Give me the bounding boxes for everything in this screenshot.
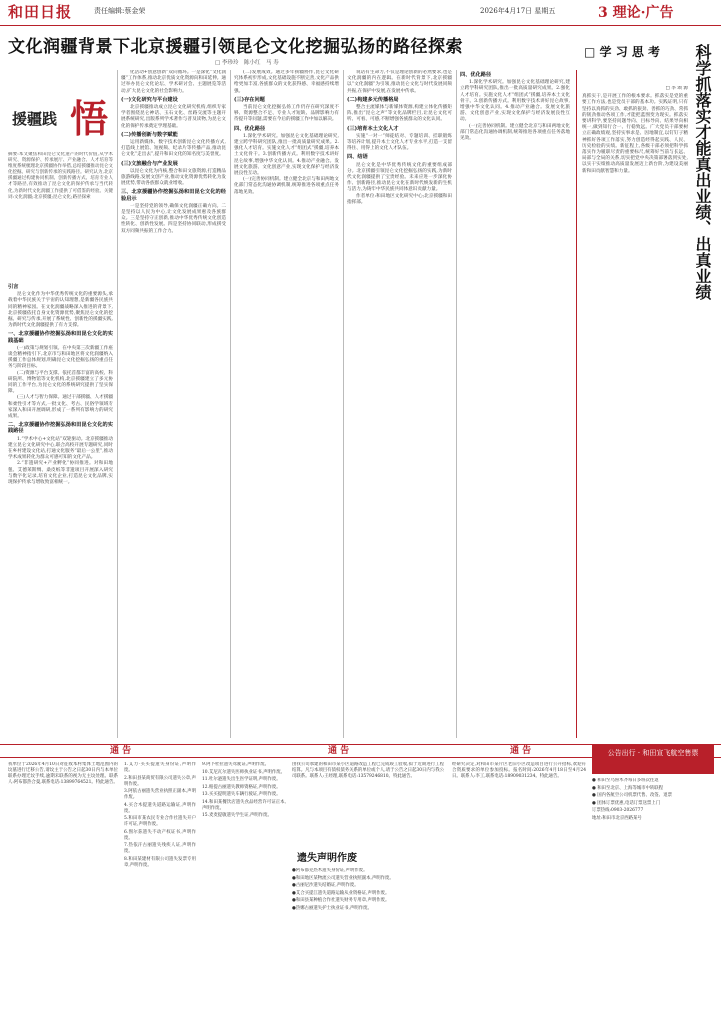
section-heading: 四、优化路径 (234, 125, 266, 132)
list-item: ● 和田至乌鲁木齐每日多班次往返 (592, 778, 659, 783)
paragraph: 北京援疆推动成立昆仑文化研究机构,组织专家学者围绕昆仑神话、玉石文化、丝路交流等主题开展系统研究,出版系列学术著作与普及读物,为昆仑文化的保护传承奠定学理基础。 (121, 105, 226, 129)
list-item: 订票热线:0903-2026777 (592, 808, 644, 813)
list-item: 1.艾力·买买提遗失身份证,声明作废。 (124, 762, 196, 773)
column-divider (456, 70, 457, 738)
list-item: ●古丽尼沙遗失结婚证,声明作废。 (292, 883, 359, 888)
section-heading: 四、结语 (347, 154, 368, 161)
section-heading: 三、北京援疆协作挖掘弘扬和田昆仑文化的经验启示 (121, 189, 226, 202)
paragraph: (二)发展成效。通过多年援疆协作,昆仑文化研究体系初步形成,文化基础设施不断完善,文化产品供给更加丰富,各族群众的文化获得感、幸福感持续增强。 (234, 70, 339, 94)
list-item: 7.热依汗古丽遗失残疾人证,声明作废。 (124, 843, 196, 854)
list-item: 8.和田某建材有限公司遗失发票专用章,声明作废。 (124, 856, 196, 868)
paragraph: 1.深化学术研究。加强昆仑文化基础理论研究,建立跨学科研究团队,推出一批高质量研究成果。2.强化人才培育。实施文化人才“组团式”援疆,培养本土文化骨干。3.创新传播方式。利用数字技术讲好昆仑故事,增强中华文化认同。4.推动产业融合。发展文化旅游、文化创意产业,实现文化保护与经济发展良性互动。 (234, 133, 339, 177)
paragraph: (一)完善协同机制。建立健全北京与和田两地文化部门常态化沟通协调机制,统筹推进各项重点任务落地见效。 (234, 177, 339, 195)
paragraph: (三)人才与智力保障。通过干部援疆、人才援疆和柔性引才等方式,一批文化、考古、民俗学领域专家深入和田开展调研,形成了一系列有影响力的研究成果。 (8, 395, 113, 420)
paragraph: 说话有生命力,不仅是理论创新的必然要求,也是文化润疆的内在逻辑。在新时代背景下,北京援疆以“文化润疆”为引领,推动昆仑文化与时代发展同频共振,在保护中发展,在发展中传承。 (347, 70, 452, 94)
list-item: 5.和田市某农民专业合作社遗失开户许可证,声明作废。 (124, 816, 196, 827)
list-item: 11.吐尔逊遗失出生医学证明,声明作废。 (202, 777, 281, 782)
article-column-4 (347, 70, 452, 738)
lost-declarations (292, 868, 444, 1020)
left-notice: 我单位于2026年4月10日对征收本村集体土地范围内的坟墓进行迁移公告,请坟主于公告之日起30日内与本单位联系办理迁坟手续,逾期未联系的视为无主坟处理。联系人:阿布都热合曼,联系电话:13899764521。特此通告。 (8, 762, 118, 785)
section-heading: (三)存在问题 (234, 96, 265, 103)
list-item: ●和田地区某物流公司遗失营业执照副本,声明作废。 (292, 875, 394, 881)
paragraph: 以昆仑文化为内核,整合和田文旅资源,打造精品旅游线路,发展文创产业,推动文化资源优势转化为发展优势,带动各族群众就业增收。 (121, 168, 226, 187)
paragraph: 一是坚持党的领导,确保文化润疆正确方向。二是坚持以人民为中心,让文化发展成果惠及各族群众。三是坚持守正创新,推动中华优秀传统文化创造性转化、创新性发展。四是坚持协同联动,形成援受双方同频共振的工作合力。 (121, 203, 226, 234)
column-divider (343, 70, 344, 738)
list-item: 12.帕提古丽遗失教师资格证,声明作废。 (202, 784, 281, 790)
list-item: 14.和田某餐饮店遗失食品经营许可证正本,声明作废。 (202, 799, 286, 811)
paragraph: 化活动+创意创新”双向循环。一是深化“文化润疆”工作体系,推动北京优质文化资源向和田延伸。通过举办昆仑文化论坛、学术研讨会、主题展览等活动,扩大昆仑文化的社会影响力。 (121, 70, 226, 94)
essay-body (582, 86, 688, 736)
section-heading: (三)培育本土文化人才 (347, 125, 399, 132)
list-item: ●艾合买提江遗失道路运输从业资格证,声明作废。 (292, 890, 390, 896)
list-item: 6.图尔荪遗失不动产权证书,声明作废。 (124, 829, 196, 841)
article-headline: 文化润疆背景下北京援疆引领昆仑文化挖掘弘扬的路径探索 (8, 37, 463, 57)
paragraph: 作者单位:和田地区文化研究中心;北京援疆和田指挥部。 (347, 193, 452, 205)
paragraph: 2.“非遗研究+产业孵化”协同推进。对和田地毯、艾德莱斯绸、桑皮纸等非遗项目开展深入研究与数字化记录,培育文化企业,打造昆仑文化品牌,实现保护传承与增收致富相统一。 (8, 461, 113, 486)
essay-vertical-headline: 科学抓落实才能真出业绩、出真业绩 (693, 44, 712, 300)
section-heading: (二)传播创新与数字赋能 (121, 131, 178, 138)
paragraph: (一)政策与规划引领。在中央第三次新疆工作座谈会精神指引下,北京市与和田地区将文化润疆纳入援疆工作总体规划,明确昆仑文化挖掘弘扬的重点任务与阶段目标。 (8, 345, 113, 370)
list-item: ● 国内各航空公司机票代售、改签、退票 (592, 793, 672, 798)
column-divider (230, 70, 231, 738)
ad-section-label: 通 告 (110, 746, 132, 756)
airline-ad-header: 公告出行 · 和田宣飞航空售票 (592, 744, 714, 774)
editor-credit: 责任编辑:蔡金荣 (94, 7, 146, 15)
list-item: 10.艾尼瓦尔遗失医师执业证书,声明作废。 (202, 769, 286, 775)
section-heading: 一、北京援疆协作挖掘弘扬和田昆仑文化的实践基础 (8, 331, 113, 344)
paragraph: 昆仑文化作为中华优秀传统文化的重要源头,承载着中华民族关于宇宙的认知理想,是新疆各民族共同的精神家园。在文化润疆战略深入推进的背景下,北京援疆依托自身文化资源优势,聚焦昆仑文化的挖掘、研究与传承,开展了系统性、创新性的援疆实践,为新时代文化润疆提供了有力支撑。 (8, 292, 113, 329)
article-column-1 (8, 282, 113, 738)
section-heading: (一)文化研究与平台建设 (121, 96, 178, 103)
ad-section-label: 通 告 (328, 746, 350, 756)
page-header (0, 0, 721, 26)
section-heading: 二、北京援疆协作挖掘弘扬和田昆仑文化的实践路径 (8, 422, 113, 435)
issue-date: 2026年4月17日 星期五 (480, 7, 556, 15)
ad-section-label: 通 告 (510, 746, 532, 756)
list-item: ●热娜古丽遗失护士执业证书,声明作废。 (292, 905, 372, 911)
paragraph: 整合主流媒体与新媒体资源,构建立体化传播矩阵,推出“昆仑之声”等文化品牌栏目,让昆仑文化可听、可看、可感,不断增强各族群众的文化认同。 (347, 105, 452, 123)
essay-author: □ 李 颂 源 (665, 86, 688, 91)
list-item: 4.买合木提遗失道路运输证,声明作废。 (124, 802, 196, 814)
column-divider (117, 70, 118, 738)
list-item: ● 和田至北京、上海等城市中转联程 (592, 785, 664, 791)
section-title: 3 理论·广告 (598, 5, 674, 21)
section-heading: (二)构建多元传播格局 (347, 96, 399, 103)
essay-text: 真抓实干,是开展工作的根本要求。抓落实是党的重要工作方法,也是党员干部的基本功。实践证明,只有坚持以真抓的实劲、敢抓的狠劲、善抓的巧劲、常抓的韧劲推动各项工作,才能把蓝图变为现实。抓落实要讲科学,要坚持问题导向、目标导向、结果导向相统一,做到知行合一、行稳致远。广大党员干部要树立正确政绩观,坚持实事求是、因地制宜,以钉钉子精神抓好各项工作落实,努力创造经得起实践、人民、历史检验的实绩。新征程上,各级干部必须把科学抓落实作为履职尽责的重要标尺,统筹好当前与长远、局部与全局的关系,切实把党中央决策部署落到实处,以实干实绩推动高质量发展迈上新台阶,为建设美丽新和田贡献智慧和力量。 (582, 94, 688, 174)
lost-declaration-title: 遗失声明作废 (297, 853, 357, 864)
essay-column-title: □ 学 习 思 考 (584, 45, 661, 59)
badge-text: 援疆践 (12, 110, 58, 128)
badge-big-character: 悟 (70, 96, 109, 141)
paragraph: 运用新媒体、数字技术创新昆仑文化传播方式,打造线上展馆、短视频、纪录片等传播产品,推动昆仑文化“走出去”,提升和田文化的知名度与美誉度。 (121, 140, 226, 158)
newspaper-logo: 和田日报 (8, 3, 73, 21)
paragraph: (二)资源与平台支撑。依托首都丰富的高校、科研院所、博物馆等文化机构,北京援疆建立了多元协同的工作平台,为昆仑文化的系统研究提供了坚实保障。 (8, 370, 113, 395)
section-heading: 引言 (8, 284, 19, 290)
paragraph: 实施“一对一”师徒结对、专题培训、挂职锻炼等培养计划,提升本土文化人才专业水平,打造一支留得住、用得上的文化人才队伍。 (347, 133, 452, 152)
airline-ad-body (592, 778, 714, 1020)
tender-notice: 由我公司承建的和田市某小区道路改造工程已完成竣工验收,拟于近期进行工程结算。凡与本项目有债权债务关系的单位或个人,请于公告之日起30日内与我公司联系。联系人:王经理,联系电话:13579246810。特此通告。 (292, 762, 444, 779)
lost-items-list-a (124, 762, 196, 1020)
list-item: 2.和田县某商贸有限公司遗失公章,声明作废。 (124, 775, 196, 787)
paragraph: 1.深化学术研究。加强昆仑文化基础理论研究,建立跨学科研究团队,推出一批高质量研究成果。2.强化人才培育。实施文化人才“组团式”援疆,培养本土文化骨干。3.创新传播方式。利用数字技术讲好昆仑故事,增强中华文化认同。4.推动产业融合。发展文化旅游、文化创意产业,实现文化保护与经济发展良性互动。 (460, 80, 570, 123)
paragraph: 1.“学术中心+文化站”双轮驱动。北京援疆推动建立昆仑文化研究中心,联合高校开展专题研究,同时在乡村建设文化站,打通文化服务“最后一公里”,推动学术成果转化为群众可感可知的文化产品。 (8, 436, 113, 461)
article-column-2 (121, 70, 226, 738)
right-notice: 经研究决定,对和田市某片区老旧小区改造项目进行公开招标,欢迎符合资质要求的单位参加投标。报名时间:2026年4月18日至4月24日。联系人:李工,联系电话:18909031234。特此通告。 (452, 762, 586, 779)
list-item: 15.麦麦提敏遗失学生证,声明作废。 (202, 813, 272, 818)
paragraph: (一)完善协同机制。建立健全北京与和田两地文化部门常态化沟通协调机制,统筹推进各项重点任务落地见效。 (460, 123, 570, 142)
list-item: ● 团体订票优惠,电话订票送票上门 (592, 800, 661, 806)
list-item: ●和田县某种植合作社遗失财务专用章,声明作废。 (292, 898, 390, 903)
list-item: 地址:和田市北京西路某号 (592, 815, 642, 821)
paragraph: 当前昆仑文化挖掘弘扬工作仍存在研究深度不够、资源整合不足、专业人才短缺、品牌影响力有待提升等问题,需要在今后的援疆工作中加以解决。 (234, 105, 339, 123)
list-item: 13.买买提明遗失车辆行驶证,声明作废。 (202, 792, 281, 797)
essay-divider (576, 70, 577, 738)
list-item: 9.阿卜杜拉遗失驾驶证,声明作废。 (202, 762, 270, 767)
list-item: ●阿布都克热木遗失身份证,声明作废。 (292, 868, 368, 873)
article-byline: □ 李珍玲 陈小红 马 寿 (215, 60, 279, 66)
lost-items-list-b (202, 762, 286, 1020)
column-badge (8, 96, 112, 148)
article-abstract: 摘要:本文聚焦和田昆仑文化遗产的时代价值,从学术研究、资源保护、传承展厅、产业融合、人才培育等维度系统梳理北京援疆协作举措,总结援疆推动昆仑文化挖掘、研究与创新传承的实践路径。研究认为,北京援疆通过构建协同机制、创新传播方式、培育专业人才等路径,有效推动了昆仑文化的保护传承与当代转化,为新时代文化润疆工作提供了可借鉴的经验。关键词:文化润疆;北京援疆;昆仑文化;路径探索 (8, 152, 113, 200)
section-heading: 四、优化路径 (460, 72, 492, 78)
section-heading: (三)文旅融合与产业发展 (121, 160, 178, 167)
paragraph: 昆仑文化是中华优秀传统文化的重要组成部分。北京援疆引领昆仑文化挖掘弘扬的实践,为新时代文化润疆提供了宝贵经验。未来应进一步深化协作、创新路径,推动昆仑文化在新时代焕发新的生机与活力,为铸牢中华民族共同体意识贡献力量。 (347, 162, 452, 193)
article-column-5 (460, 70, 570, 738)
article-column-3 (234, 70, 339, 738)
list-item: 3.阿依古丽遗失营业执照正副本,声明作废。 (124, 789, 196, 800)
